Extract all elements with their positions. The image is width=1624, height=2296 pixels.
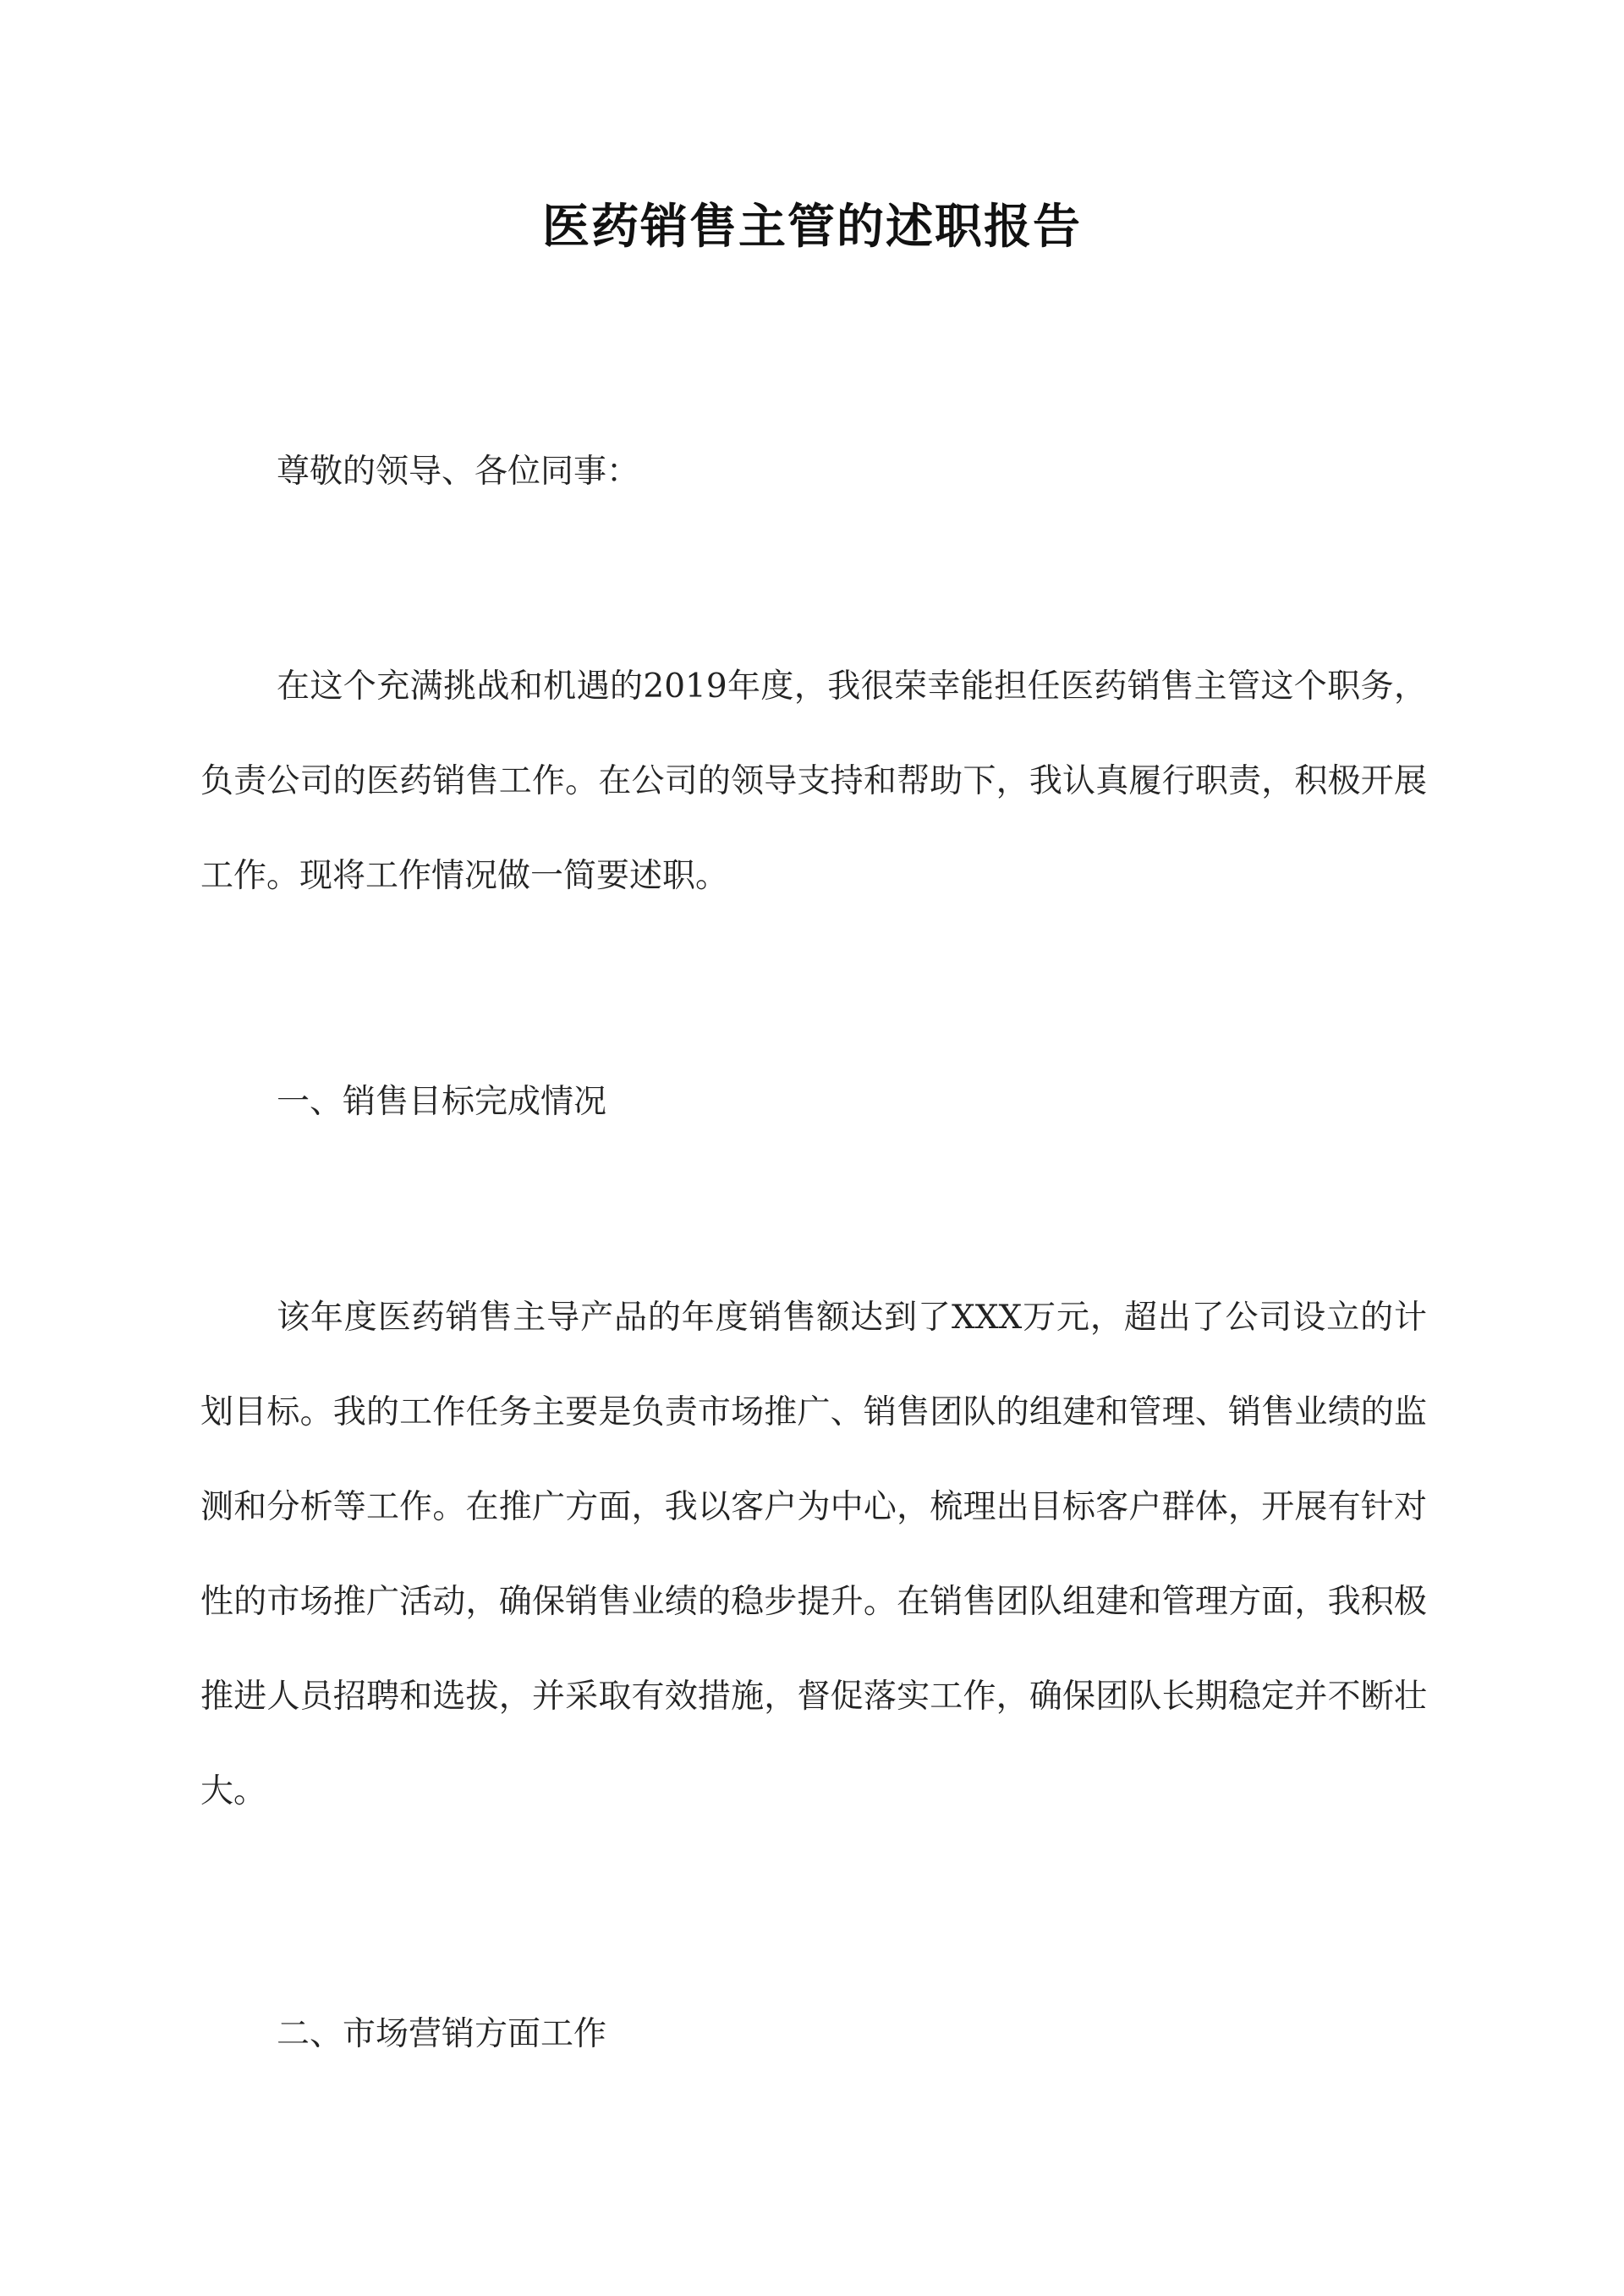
section-1-paragraph: 该年度医药销售主导产品的年度销售额达到了XXX万元，超出了公司设立的计划目标。我的工作任务主要是负责市场推广、销售团队的组建和管理、销售业绩的监测和分析等工作。在推广方面，我以客户为中心，梳理出目标客户群体，开展有针对性的市场推广活动，确保销售业绩的稳步提升。在销售团队组建和管理方面，我积极推进人员招聘和选拔，并采取有效措施，督促落实工作，确保团队长期稳定并不断壮大。 — [200, 1299, 1427, 1810]
greeting: 尊敬的领导、各位同事： — [277, 453, 640, 491]
document-title: 医药销售主管的述职报告 — [542, 199, 1082, 255]
section-heading-1: 一、销售目标完成情况 — [277, 1083, 607, 1121]
intro-paragraph: 在这个充满挑战和机遇的2019年度，我很荣幸能担任医药销售主管这个职务，负责公司的医药销售工作。在公司的领导支持和帮助下，我认真履行职责，积极开展工作。现将工作情况做一简要述职。 — [200, 667, 1427, 895]
section-heading-2: 二、市场营销方面工作 — [277, 2015, 607, 2053]
